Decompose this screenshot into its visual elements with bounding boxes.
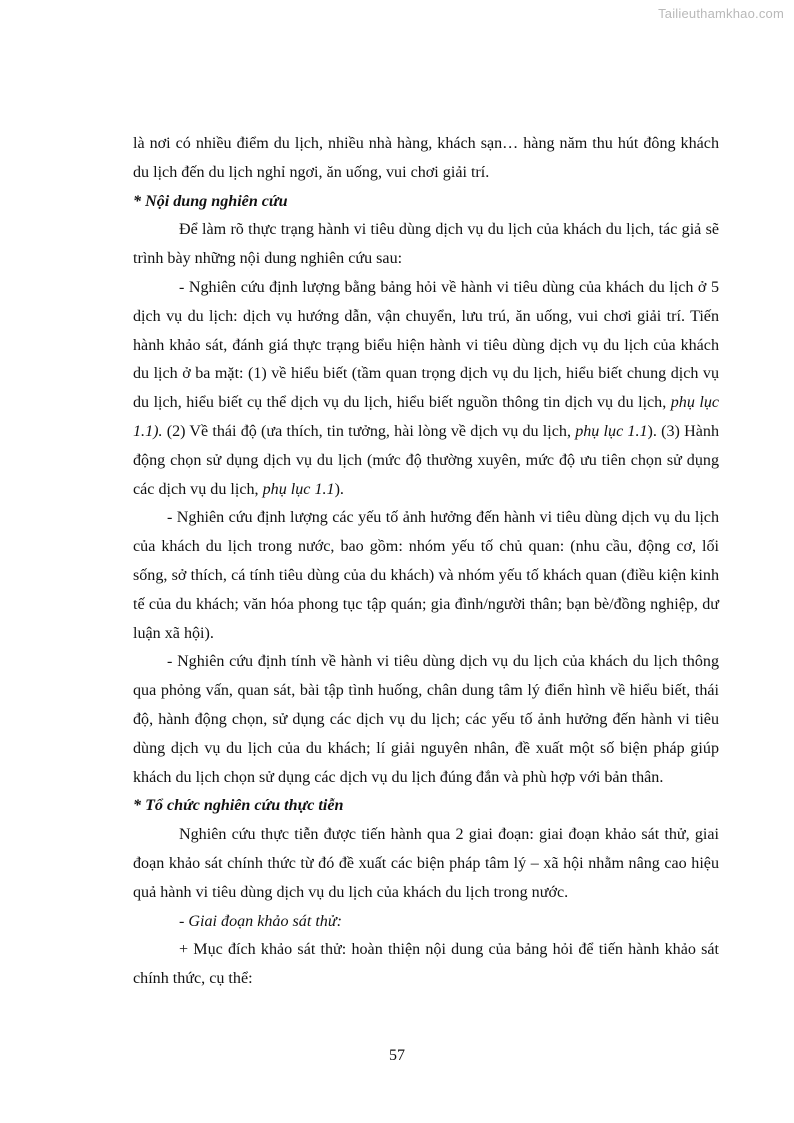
appendix-reference: phụ lục 1.1 <box>262 480 335 498</box>
section-heading-organization: * Tổ chức nghiên cứu thực tiễn <box>133 797 344 815</box>
appendix-reference: phụ lục 1.1 <box>575 422 648 440</box>
watermark: Tailieuthamkhao.com <box>658 6 784 21</box>
paragraph-intro: là nơi có nhiều điểm du lịch, nhiều nhà hàng, khách sạn… hàng năm thu hút đông khách du lịch đến du lịch nghỉ ngơi, ăn uống, vui chơi giải trí. <box>133 135 719 181</box>
paragraph-influencing-factors: - Nghiên cứu định lượng các yếu tố ảnh hưởng đến hành vi tiêu dùng dịch vụ du lịch của khách du lịch trong nước, bao gồm: nhóm yếu tố chủ quan: (nhu cầu, động cơ, lối sống, sở thích, cá tính tiêu dùng của du khách) và nhóm yếu tố khách quan (điều kiện kinh tế của du khách; văn hóa phong tục tập quán; gia đình/người thân; bạn bè/đồng nghiệp, dư luận xã hội). <box>133 509 719 642</box>
text-run: ). (3) Hành động chọn sử dụng dịch vụ du lịch (mức độ thường xuyên, mức độ ưu tiên chọn sử dụng các dịch vụ du lịch, <box>133 422 719 498</box>
appendix-reference: phụ lục 1.1). <box>133 394 720 440</box>
paragraph-qualitative-research: - Nghiên cứu định tính về hành vi tiêu dùng dịch vụ du lịch của khách du lịch thông qua phỏng vấn, quan sát, bài tập tình huống, chân dung tâm lý điển hình về hiểu biết, thái độ, hành động chọn, sử dụng các dịch vụ du lịch; các yếu tố ảnh hưởng đến hành vi tiêu dùng dịch vụ du lịch của du khách; lí giải nguyên nhân, đề xuất một số biện pháp giúp khách du lịch chọn sử dụng các dịch vụ du lịch đúng đắn và phù hợp với bản thân. <box>133 653 719 786</box>
paragraph-organization-intro: Nghiên cứu thực tiễn được tiến hành qua 2 giai đoạn: giai đoạn khảo sát thử, giai đoạn khảo sát chính thức từ đó đề xuất các biện pháp tâm lý – xã hội nhằm nâng cao hiệu quả hành vi tiêu dùng dịch vụ du lịch của khách du lịch trong nước. <box>133 826 719 901</box>
page-body <box>133 130 719 994</box>
page-number: 57 <box>389 1047 405 1064</box>
text-run: (2) Về thái độ (ưa thích, tin tưởng, hài lòng về dịch vụ du lịch, <box>162 422 576 440</box>
paragraph-quantitative-survey <box>133 274 719 504</box>
paragraph-pilot-stage: - Giai đoạn khảo sát thử: <box>179 912 342 930</box>
text-run: ). <box>334 480 344 498</box>
paragraph-content-intro: Để làm rõ thực trạng hành vi tiêu dùng dịch vụ du lịch của khách du lịch, tác giả sẽ trình bày những nội dung nghiên cứu sau: <box>133 221 719 268</box>
text-run: - Nghiên cứu định lượng bằng bảng hỏi về hành vi tiêu dùng của khách du lịch ở 5 dịch vụ du lịch: dịch vụ hướng dẫn, vận chuyển, lưu trú, ăn uống, vui chơi giải trí. Tiến hành khảo sát, đánh giá thực trạng biểu hiện hành vi tiêu dùng dịch vụ du lịch của khách du lịch ở ba mặt: (1) về hiểu biết (tầm quan trọng dịch vụ du lịch, hiểu biết chung dịch vụ du lịch, hiểu biết cụ thể dịch vụ du lịch, hiểu biết nguồn thông tin dịch vụ du lịch, <box>133 278 719 412</box>
paragraph-pilot-purpose: + Mục đích khảo sát thử: hoàn thiện nội dung của bảng hỏi để tiến hành khảo sát chính thức, cụ thể: <box>133 941 719 988</box>
section-heading-content: * Nội dung nghiên cứu <box>133 192 288 210</box>
